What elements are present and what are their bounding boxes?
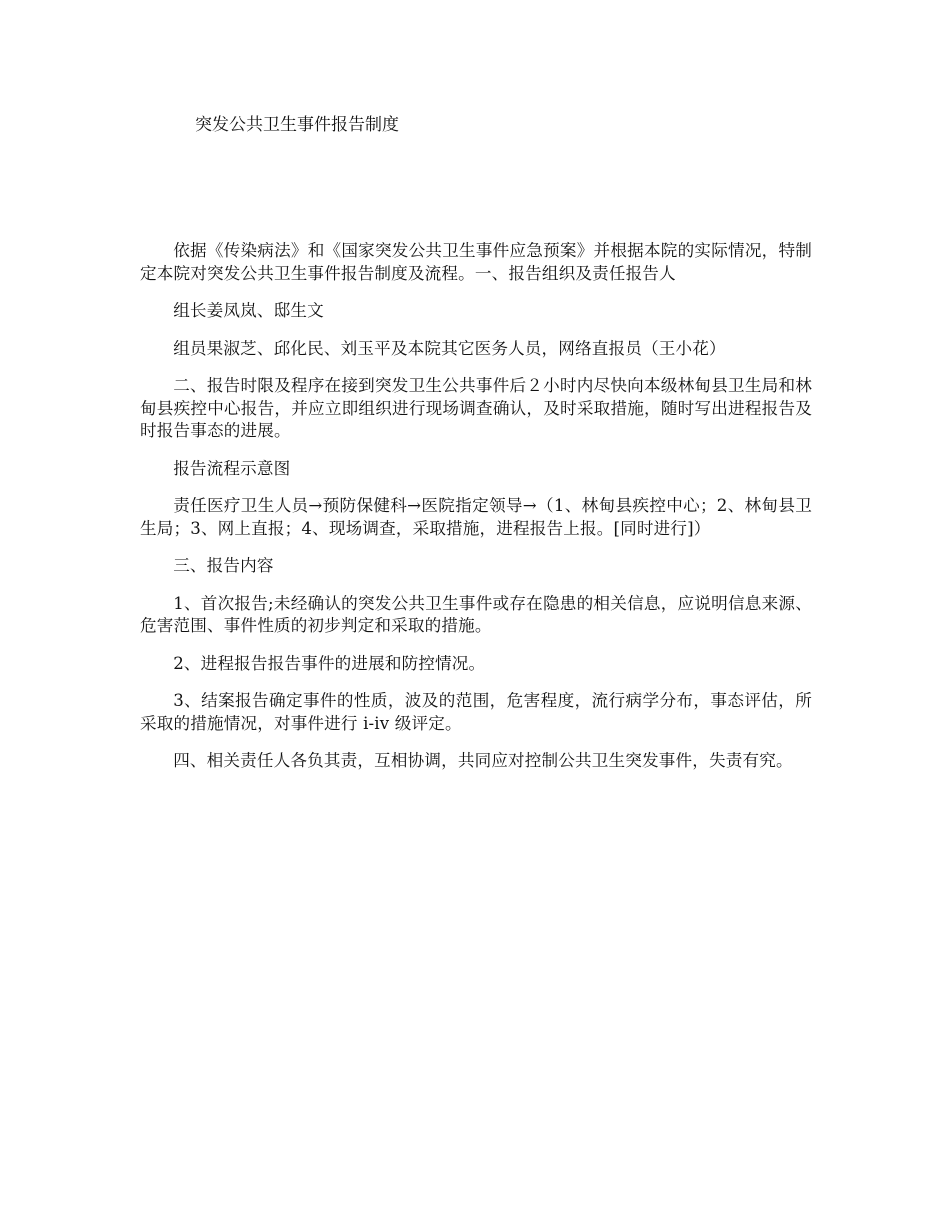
paragraph-flow-heading: 报告流程示意图 — [173, 458, 291, 478]
paragraph-intro: 依据《传染病法》和《国家突发公共卫生事件应急预案》并根据本院的实际情况，特制定本院对突发公共卫生事件报告制度及流程。一、报告组织及责任报告人 — [140, 241, 812, 283]
paragraph-content-heading: 三、报告内容 — [173, 556, 274, 575]
paragraph-progress-report: 2、进程报告报告事件的进展和防控情况。 — [173, 653, 486, 673]
paragraph-flow-chain: 责任医疗卫生人员→预防保健科→医院指定领导→（1、林甸县疾控中心；2、林甸县卫生局；3、网上直报；4、现场调查，采取措施，进程报告上报。[同时进行]） — [140, 496, 812, 538]
paragraph-first-report: 1、首次报告;未经确认的突发公共卫生事件或存在隐患的相关信息，应说明信息来源、危害范围、事件性质的初步判定和采取的措施。 — [140, 593, 812, 635]
document-body — [140, 240, 812, 788]
paragraph-group-members: 组员果淑芝、邱化民、刘玉平及本院其它医务人员，网络直报员（王小花） — [173, 338, 726, 358]
paragraph-closing-report: 3、结案报告确定事件的性质，波及的范围，危害程度，流行病学分布，事态评估，所采取的措施情况，对事件进行 i-iv 级评定。 — [140, 691, 812, 733]
paragraph-responsibility: 四、相关责任人各负其责，互相协调，共同应对控制公共卫生突发事件，失责有究。 — [173, 751, 793, 770]
document-title: 突发公共卫生事件报告制度 — [195, 115, 399, 135]
paragraph-report-timing: 二、报告时限及程序在接到突发卫生公共事件后２小时内尽快向本级林甸县卫生局和林甸县疾控中心报告，并应立即组织进行现场调查确认，及时采取措施，随时写出进程报告及时报告事态的进展。 — [140, 376, 812, 440]
paragraph-group-leader: 组长姜凤岚、邸生文 — [173, 301, 324, 320]
